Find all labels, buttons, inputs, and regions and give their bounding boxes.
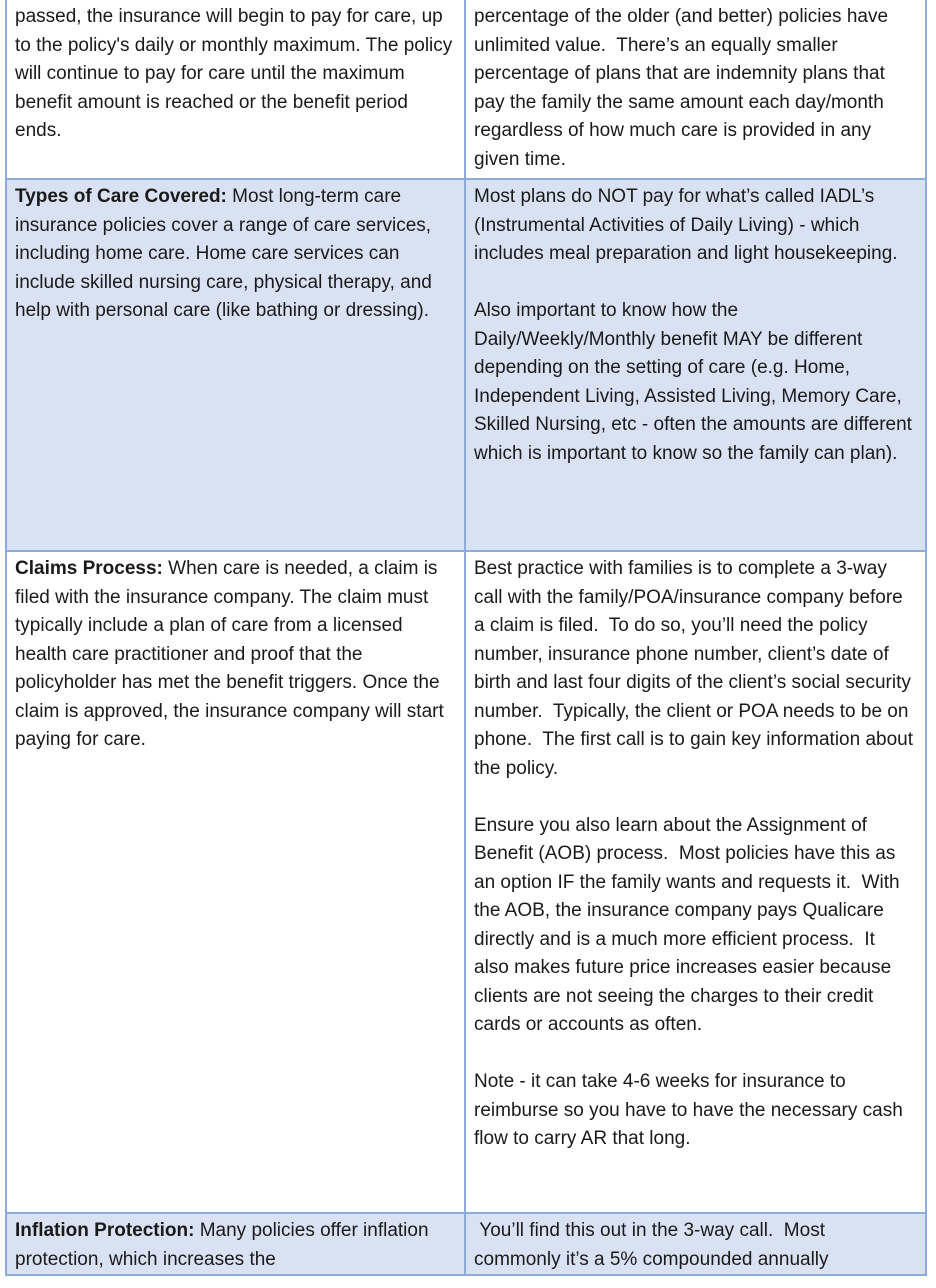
cell-lead-bold: Claims Process:	[15, 558, 163, 579]
paragraph: Ensure you also learn about the Assignment of Benefit (AOB) process. Most policies have this as an option IF the family wants and requests it. With the AOB, the insurance company pays Qualicare directly and is a much more efficient process. It also makes future price increases easier because clients are not seeing the charges to their credit cards or accounts as often.	[474, 814, 905, 1035]
cell-text: Most long-term care insurance policies cover a range of care services, including home care. Home care services can include skilled nursing care, physical therapy, and help with personal care (like bathing or dressing).	[15, 186, 438, 321]
cell-text: passed, the insurance will begin to pay for care, up to the policy's daily or monthly maximum. The policy will continue to pay for care until the maximum benefit amount is reached or the benefit period ends.	[15, 6, 458, 141]
table-row-inflation-protection	[7, 1214, 925, 1276]
table-cell-right	[466, 1214, 925, 1274]
table-row-benefit-period-continued	[7, 0, 925, 180]
cell-text: Many policies offer inflation protection, which increases the	[15, 1220, 434, 1270]
paragraph: Note - it can take 4-6 weeks for insurance to reimburse so you have to have the necessary cash flow to carry AR that long.	[474, 1071, 909, 1149]
table-cell-left	[7, 180, 466, 550]
paragraph: You’ll find this out in the 3-way call. Most commonly it’s a 5% compounded annually	[474, 1220, 831, 1270]
cell-text: When care is needed, a claim is filed with the insurance company. The claim must typically include a plan of care from a licensed health care practitioner and proof that the policyholder has met the benefit triggers. Once the claim is approved, the insurance company will start paying for care.	[15, 558, 450, 750]
paragraph: Best practice with families is to complete a 3-way call with the family/POA/insurance company before a claim is filed. To do so, you’ll need the policy number, insurance phone number, client’s date of birth and last four digits of the client’s social security number. Typically, the client or POA needs to be on phone. The first call is to gain key information about the policy.	[474, 558, 919, 779]
paragraph: percentage of the older (and better) policies have unlimited value. There’s an equally smaller percentage of plans that are indemnity plans that pay the family the same amount each day/month regardless of how much care is provided in any given time.	[474, 6, 894, 170]
table-cell-left	[7, 552, 466, 1212]
long-term-care-insurance-table	[5, 0, 927, 1276]
table-cell-left	[7, 1214, 466, 1274]
paragraph	[15, 183, 454, 326]
table-row-claims-process	[7, 552, 925, 1214]
cell-lead-bold: Inflation Protection:	[15, 1220, 195, 1241]
paragraph	[15, 3, 458, 146]
table-cell-right	[466, 552, 925, 1212]
paragraph	[15, 1217, 454, 1274]
paragraph	[15, 555, 454, 755]
cell-lead-bold: Types of Care Covered:	[15, 186, 227, 207]
table-cell-left	[7, 0, 466, 178]
paragraph: Also important to know how the Daily/Weekly/Monthly benefit MAY be different depending on the setting of care (e.g. Home, Independent Living, Assisted Living, Memory Care, Skilled Nursing, etc - often the amounts are different which is important to know so the family can plan).	[474, 300, 918, 464]
table-cell-right	[466, 180, 925, 550]
paragraph: Most plans do NOT pay for what’s called IADL’s (Instrumental Activities of Daily Living) - which includes meal preparation and light housekeeping.	[474, 186, 898, 264]
table-row-types-of-care	[7, 180, 925, 552]
table-cell-right	[466, 0, 925, 178]
